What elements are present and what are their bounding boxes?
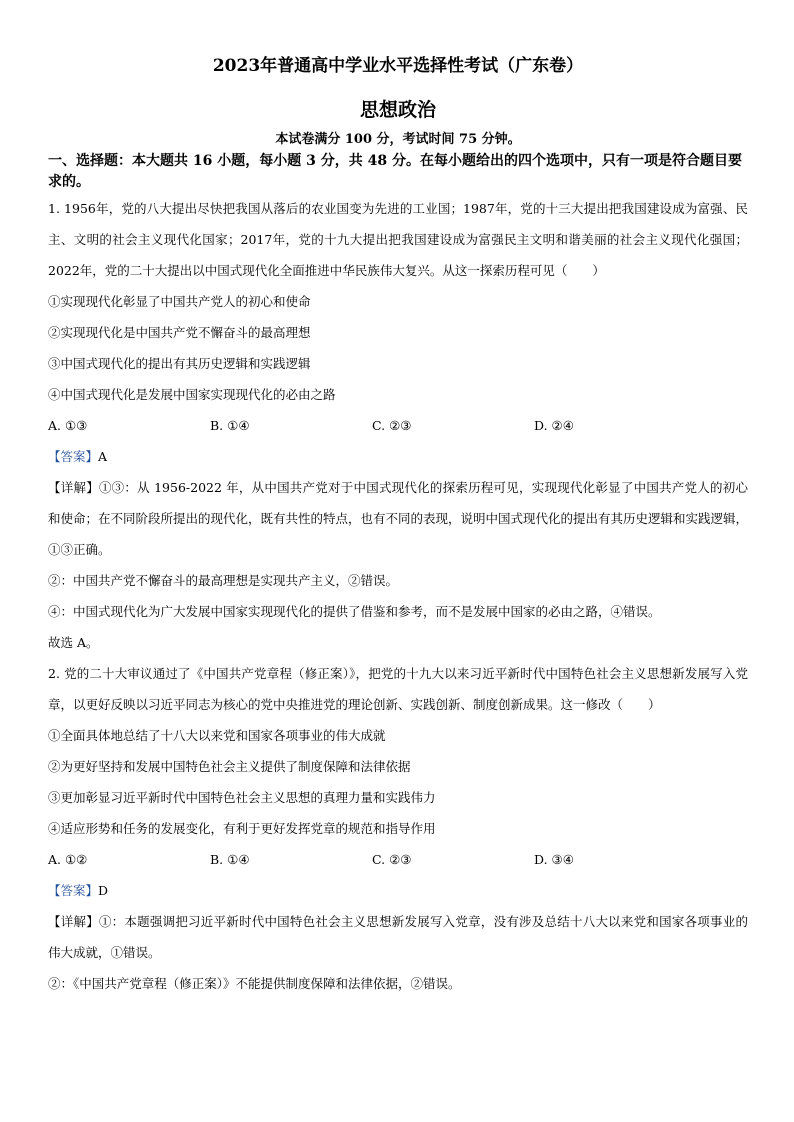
statement: ①实现现代化彰显了中国共产党人的初心和使命	[48, 294, 311, 309]
question-2	[48, 658, 748, 999]
exam-info: 本试卷满分 100 分，考试时间 75 分钟。	[275, 132, 521, 147]
statement: ④适应形势和任务的发展变化，有利于更好发挥党章的规范和指导作用	[48, 821, 436, 836]
detail-paragraph	[48, 472, 748, 565]
answer-options	[48, 410, 748, 441]
option-c: C. ②③	[372, 852, 412, 867]
option-d: D. ②④	[534, 418, 574, 433]
detail-tag: 【详解】	[48, 914, 99, 929]
option-c: C. ②③	[372, 418, 412, 433]
statement: ①全面具体地总结了十八大以来党和国家各项事业的伟大成就	[48, 728, 386, 743]
detail-tag: 【详解】	[48, 480, 99, 495]
option-d: D. ③④	[534, 852, 574, 867]
statement: ②为更好坚持和发展中国特色社会主义提供了制度保障和法律依据	[48, 759, 411, 774]
answer-line	[48, 441, 748, 472]
detail-paragraph: 故选 A。	[48, 635, 99, 650]
option-b: B. ①④	[210, 852, 250, 867]
question-1	[48, 193, 748, 658]
option-b: B. ①④	[210, 418, 250, 433]
statement: ③更加彰显习近平新时代中国特色社会主义思想的真理力量和实践伟力	[48, 790, 436, 805]
option-a: A. ①②	[48, 852, 88, 867]
answer-tag: 【答案】	[48, 449, 99, 464]
answer-tag: 【答案】	[48, 883, 99, 898]
answer-value: A	[98, 449, 108, 464]
statement: ④中国式现代化是发展中国家实现现代化的必由之路	[48, 387, 336, 402]
detail-paragraph: ②：中国共产党不懈奋斗的最高理想是实现共产主义，②错误。	[48, 573, 399, 588]
detail-text: ①③：从 1956-2022 年，从中国共产党对于中国式现代化的探索历程可见，实现现代化彰显了中国共产党人的初心和使命；在不同阶段所提出的现代化，既有共性的特点，也有不同的表现，说明中国式现代化的提出有其历史逻辑和实践逻辑，①③正确。	[48, 480, 749, 557]
document-page	[48, 52, 748, 999]
detail-paragraph: ②：《中国共产党章程（修正案）》不能提供制度保障和法律依据，②错误。	[48, 976, 461, 991]
option-a: A. ①③	[48, 418, 88, 433]
detail-text: ①：本题强调把习近平新时代中国特色社会主义思想新发展写入党章，没有涉及总结十八大以来党和国家各项事业的伟大成就，①错误。	[48, 914, 748, 960]
question-stem: 2. 党的二十大审议通过了《中国共产党章程（修正案）》，把党的十九大以来习近平新时代中国特色社会主义思想新发展写入党章，以更好反映以习近平同志为核心的党中央推进党的理论创新、实践创新、制度创新成果。这一修改（ ）	[48, 666, 748, 712]
question-stem: 1. 1956年，党的八大提出尽快把我国从落后的农业国变为先进的工业国；1987年，党的十三大提出把我国建设成为富强、民主、文明的社会主义现代化国家；2017年，党的十九大提出把我国建设成为富强民主文明和谐美丽的社会主义现代化强国；2022年，党的二十大提出以中国式现代化全面推进中华民族伟大复兴。从这一探索历程可见（ ）	[48, 201, 748, 278]
section-heading: 一、选择题：本大题共 16 小题，每小题 3 分，共 48 分。在每小题给出的四个选项中，只有一项是符合题目要求的。	[48, 153, 742, 190]
subject-title: 思想政治	[359, 99, 436, 121]
detail-paragraph: ④：中国式现代化为广大发展中国家实现现代化的提供了借鉴和参考，而不是发展中国家的必由之路，④错误。	[48, 604, 661, 619]
statement: ③中国式现代化的提出有其历史逻辑和实践逻辑	[48, 356, 311, 371]
answer-options	[48, 844, 748, 875]
detail-paragraph	[48, 906, 748, 968]
answer-line	[48, 875, 748, 906]
exam-title: 2023年普通高中学业水平选择性考试（广东卷）	[212, 56, 584, 76]
statement: ②实现现代化是中国共产党不懈奋斗的最高理想	[48, 325, 311, 340]
answer-value: D	[98, 883, 109, 898]
